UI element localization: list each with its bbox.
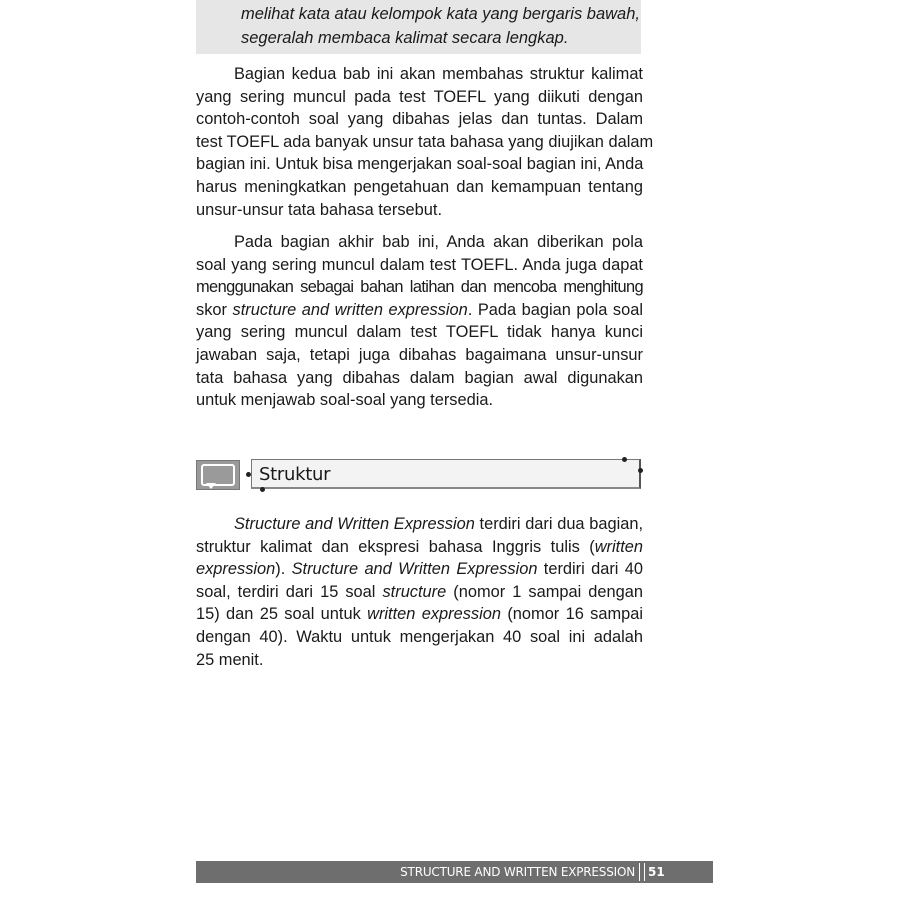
paragraph-line	[196, 536, 643, 559]
text-run: skor	[196, 300, 233, 319]
paragraph-line: bagian ini. Untuk bisa mengerjakan soal-soal bagian ini, Anda	[196, 155, 644, 174]
text-run: 15) dan 25 soal untuk	[196, 605, 368, 624]
note-line-1: melihat kata atau kelompok kata yang bergaris bawah,	[241, 5, 640, 23]
text-run: . Pada bagian pola soal	[467, 300, 643, 319]
paragraph-line	[196, 558, 643, 581]
text-run: ).	[275, 560, 292, 579]
italic-term: Structure and Written Expression	[234, 515, 475, 533]
speech-bubble-icon	[196, 460, 240, 490]
text-run: terdiri dari 40	[537, 560, 643, 579]
footer-separator	[639, 863, 645, 881]
note-line-2: segeralah membaca kalimat secara lengkap.	[241, 29, 569, 47]
paragraph-line: contoh-contoh soal yang dibahas jelas dan tuntas. Dalam	[196, 110, 643, 129]
paragraph-line: dengan 40). Waktu untuk mengerjakan 40 soal ini adalah	[196, 627, 643, 646]
paragraph-line	[196, 299, 643, 322]
paragraph-line: harus meningkatkan pengetahuan dan kemampuan tentang	[196, 177, 643, 196]
paragraph-line: yang sering muncul pada test TOEFL yang diikuti dengan	[196, 87, 643, 106]
paragraph-line: 25 menit.	[196, 650, 264, 669]
text-run: (nomor 16 sampai	[501, 605, 644, 624]
footer-title: STRUCTURE AND WRITTEN EXPRESSION	[400, 865, 635, 879]
paragraph-line: unsur-unsur tata bahasa tersebut.	[196, 200, 443, 219]
text-run: soal, terdiri dari 15 soal	[196, 582, 383, 601]
paragraph-line: yang sering muncul dalam test TOEFL tidak hanya kunci	[196, 323, 643, 342]
paragraph-line: untuk menjawab soal-soal yang tersedia.	[196, 391, 494, 410]
italic-term: structure and written expression	[232, 300, 468, 319]
italic-term: structure	[382, 582, 447, 601]
italic-term: written expression	[367, 605, 502, 624]
paragraph-line	[196, 581, 643, 604]
text-run: terdiri dari dua bagian,	[474, 515, 643, 533]
page-number: 51	[648, 865, 665, 879]
paragraph-line: Pada bagian akhir bab ini, Anda akan diberikan pola	[234, 233, 643, 251]
paragraph-1	[196, 63, 654, 221]
paragraph-3	[196, 513, 643, 671]
page-footer	[196, 861, 713, 883]
italic-term: written	[594, 537, 643, 556]
paragraph-line: test TOEFL ada banyak unsur tata bahasa yang diujikan dalam	[196, 132, 654, 151]
paragraph-line: soal yang sering muncul dalam test TOEFL. Anda juga dapat	[196, 255, 643, 274]
paragraph-line: jawaban saja, tetapi juga dibahas bagaimana unsur-unsur	[196, 345, 643, 364]
text-run: (nomor 1 sampai dengan	[446, 582, 644, 601]
paragraph-line: menggunakan sebagai bahan latihan dan mencoba menghitung	[196, 278, 643, 297]
paragraph-line	[196, 513, 643, 536]
heading-dot	[622, 457, 627, 462]
paragraph-line	[196, 603, 643, 626]
italic-term: Structure and Written Expression	[291, 560, 538, 579]
text-run: struktur kalimat dan ekspresi bahasa Inggris tulis (	[196, 537, 595, 556]
section-heading	[196, 456, 643, 494]
heading-dot	[246, 472, 251, 477]
paragraph-line: Bagian kedua bab ini akan membahas struktur kalimat	[234, 65, 643, 83]
heading-dot	[638, 468, 643, 473]
paragraph-line: tata bahasa yang dibahas dalam bagian awal digunakan	[196, 368, 643, 387]
paragraph-2	[196, 231, 643, 412]
section-title: Struktur	[259, 464, 331, 485]
italic-term: expression	[196, 560, 276, 579]
